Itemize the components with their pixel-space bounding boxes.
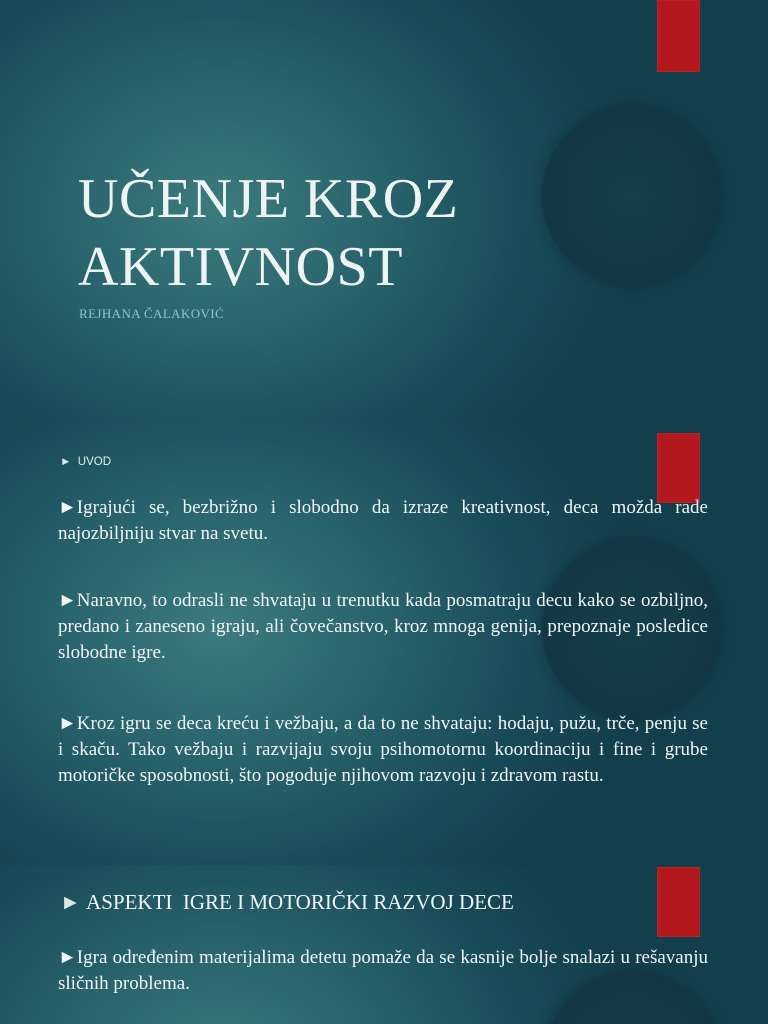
red-accent-bar [657, 0, 700, 72]
paragraph-3: ►Kroz igru se deca kreću i vežbaju, a da to ne shvataju: hodaju, pužu, trče, penju se i skaču. Tako vežbaju i razvijaju svoju psihomotornu koordinaciju i fine i grube motoričke sposobnosti, što pogoduje njihovom razvoju i zdravom rastu. [58, 713, 708, 786]
paragraph-2: ►Naravno, to odrasli ne shvataju u trenutku kada posmatraju decu kako se ozbiljno, predano i zaneseno igraju, ali čovečanstvo, kroz mnoga genija, prepoznaje posledice slobodne igre. [58, 590, 708, 663]
red-accent-bar [657, 433, 700, 503]
paragraph-4: ►Igra određenim materijalima detetu pomaže da se kasnije bolje snalazi u rešavanju sličnih problema. [58, 947, 708, 994]
triangle-right-icon: ► [60, 890, 81, 914]
paragraph-1: ►Igrajući se, bezbrižno i slobodno da izraze kreativnost, deca možda rade najozbiljniju stvar na svetu. [58, 497, 708, 544]
section-label-text: UVOD [77, 456, 112, 468]
author-name: REJHANA ČALAKOVIĆ [79, 306, 225, 321]
presentation-title [78, 165, 598, 301]
section-heading-text: ASPEKTI IGRE I MOTORIČKI RAZVOJ DECE [86, 890, 514, 914]
section-label [60, 456, 111, 468]
triangle-right-icon: ► [60, 456, 72, 468]
section-heading [60, 890, 514, 915]
title-slide [0, 0, 768, 420]
red-accent-bar [657, 867, 700, 937]
title-line-1: UČENJE KROZ [78, 168, 459, 230]
title-line-2: AKTIVNOST [78, 236, 403, 298]
